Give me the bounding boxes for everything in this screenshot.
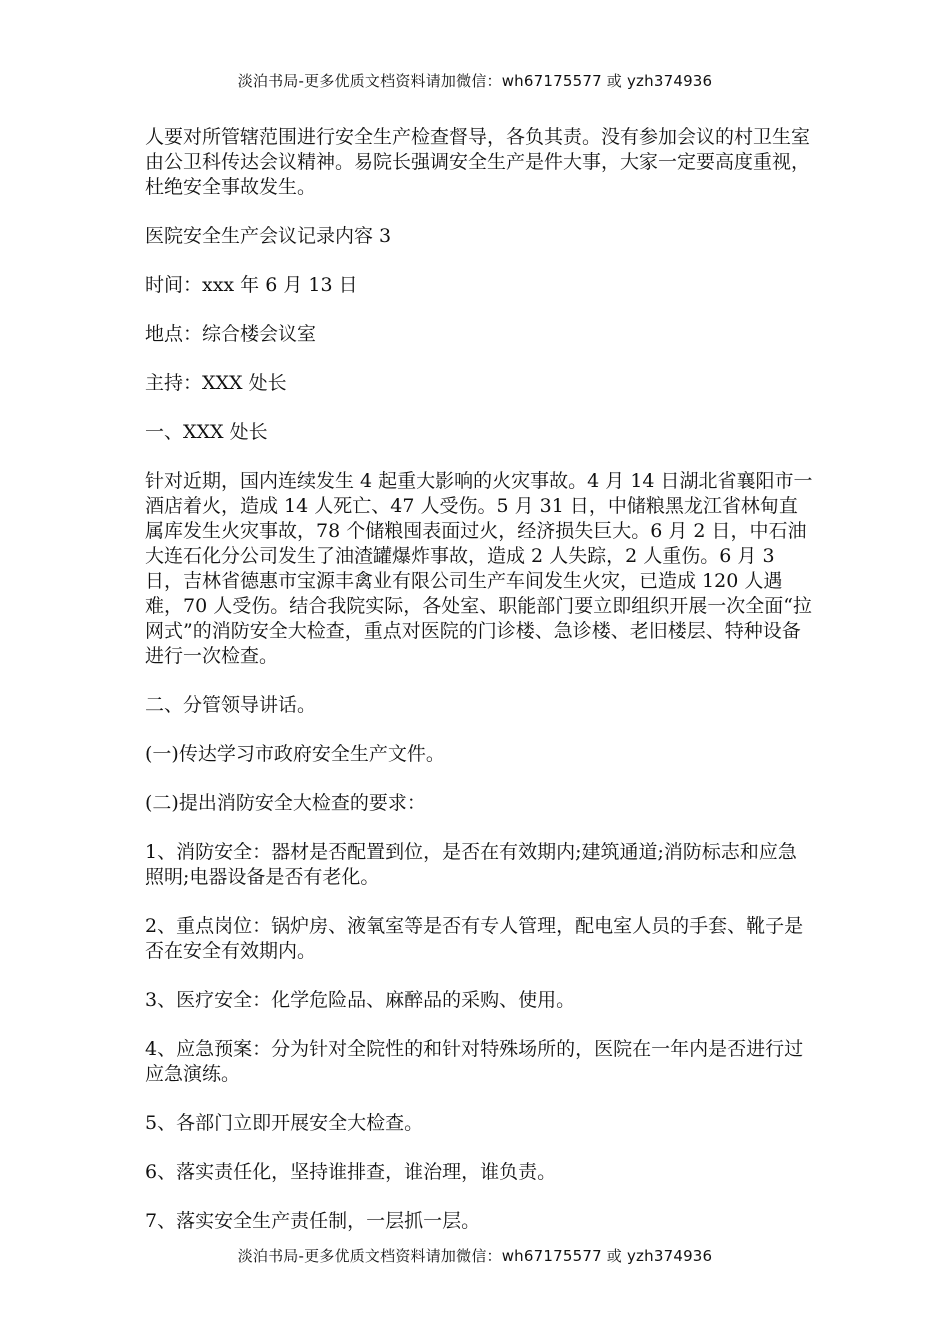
meeting-host: 主持：XXX 处长 [145,372,287,394]
requirement-5: 5、各部门立即开展安全大检查。 [145,1112,424,1134]
requirement-6: 6、落实责任化，坚持谁排查，谁治理，谁负责。 [145,1161,557,1183]
requirement-2: 2、重点岗位：锅炉房、液氧室等是否有专人管理，配电室人员的手套、靴子是否在安全有效期内。 [145,915,804,962]
subitem-2: (二)提出消防安全大检查的要求： [145,792,426,814]
requirement-3: 3、医疗安全：化学危险品、麻醉品的采购、使用。 [145,989,576,1011]
page-footer-watermark: 淡泊书局-更多优质文档资料请加微信：wh67175577 或 yzh374936 [237,1247,713,1265]
section-title: 医院安全生产会议记录内容 3 [145,225,392,247]
page-header-watermark: 淡泊书局-更多优质文档资料请加微信：wh67175577 或 yzh374936 [237,72,713,90]
document-body [145,125,813,1258]
agenda-item-1-body: 针对近期，国内连续发生 4 起重大影响的火灾事故。4 月 14 日湖北省襄阳市一酒店着火，造成 14 人死亡、47 人受伤。5 月 31 日，中储粮黑龙江省林甸直属库发生火灾事故，78 个储粮囤表面过火，经济损失巨大。6 月 2 日，中石油大连石化分公司发生了油渣罐爆炸事故，造成 2 人失踪，2 人重伤。6 月 3 日，吉林省德惠市宝源丰禽业有限公司生产车间发生火灾，已造成 120 人遇难，70 人受伤。结合我院实际，各处室、职能部门要立即组织开展一次全面“拉网式”的消防安全大检查，重点对医院的门诊楼、急诊楼、老旧楼层、特种设备进行一次检查。 [145,470,813,667]
requirement-4: 4、应急预案：分为针对全院性的和针对特殊场所的，医院在一年内是否进行过应急演练。 [145,1038,804,1085]
requirement-1: 1、消防安全：器材是否配置到位，是否在有效期内;建筑通道;消防标志和应急照明;电器设备是否有老化。 [145,841,797,888]
meeting-location: 地点：综合楼会议室 [145,323,317,345]
requirement-7: 7、落实安全生产责任制，一层抓一层。 [145,1210,481,1232]
subitem-1: (一)传达学习市政府安全生产文件。 [145,743,445,765]
paragraph-continuation: 人要对所管辖范围进行安全生产检查督导，各负其责。没有参加会议的村卫生室由公卫科传达会议精神。易院长强调安全生产是件大事，大家一定要高度重视，杜绝安全事故发生。 [145,126,811,198]
meeting-time: 时间：xxx 年 6 月 13 日 [145,274,358,296]
agenda-item-1-heading: 一、XXX 处长 [145,421,268,443]
agenda-item-2-heading: 二、分管领导讲话。 [145,694,317,716]
